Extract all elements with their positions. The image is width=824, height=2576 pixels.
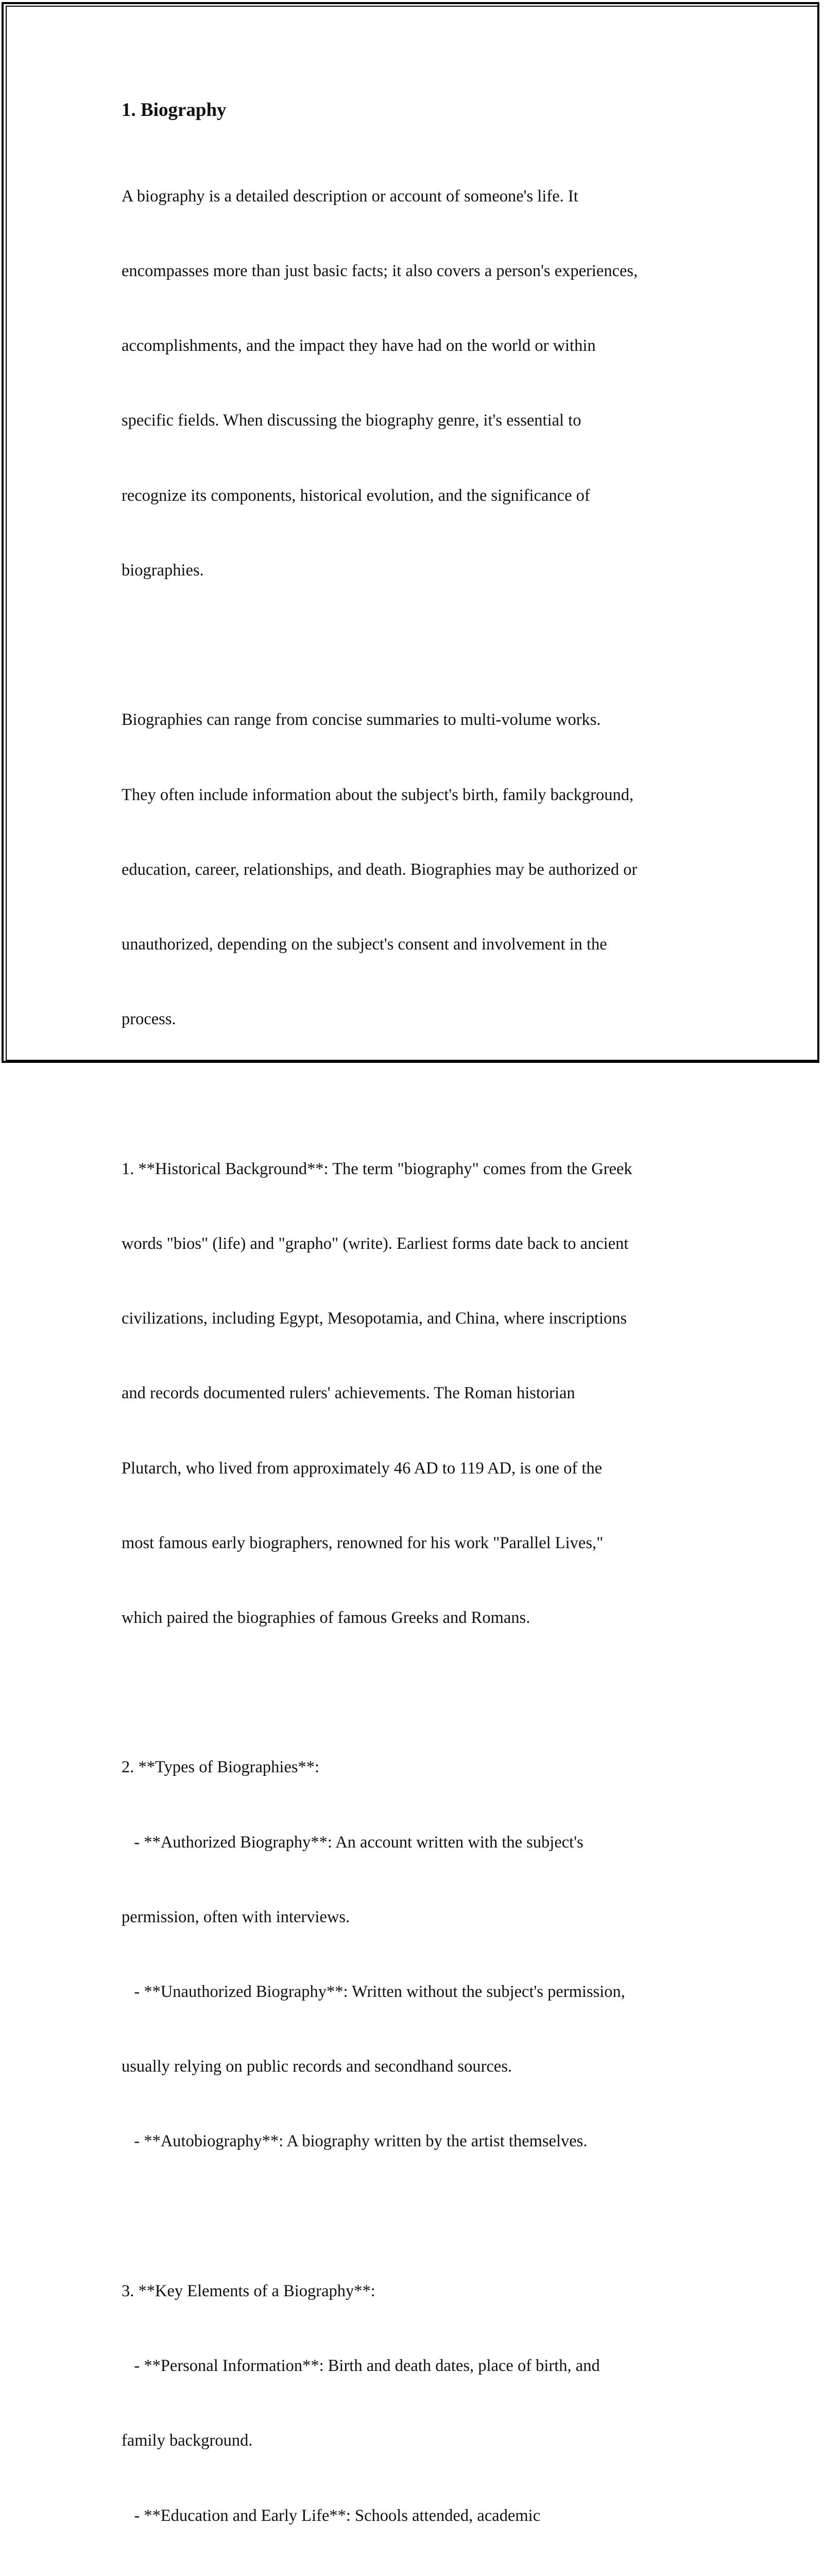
text-line: accomplishments, and the impact they have had on the world or within	[122, 336, 596, 355]
section-heading: 1. Biography	[122, 99, 227, 121]
text-line: - **Authorized Biography**: An account written with the subject's	[122, 1833, 583, 1852]
text-line: unauthorized, depending on the subject's consent and involvement in the	[122, 935, 607, 954]
text-line: Plutarch, who lived from approximately 46 AD to 119 AD, is one of the	[122, 1459, 603, 1478]
text-line: biographies.	[122, 561, 204, 580]
text-line: encompasses more than just basic facts; it also covers a person's experiences,	[122, 262, 638, 281]
text-line: civilizations, including Egypt, Mesopotamia, and China, where inscriptions	[122, 1309, 627, 1328]
text-line: - **Education and Early Life**: Schools attended, academic	[122, 2506, 541, 2525]
text-line: education, career, relationships, and death. Biographies may be authorized or	[122, 860, 638, 879]
text-line: permission, often with interviews.	[122, 1907, 350, 1926]
text-line: Biographies can range from concise summaries to multi-volume works.	[122, 710, 601, 730]
text-line: family background.	[122, 2431, 253, 2450]
intro-paragraph	[122, 134, 714, 633]
paragraph-gap	[122, 2204, 714, 2229]
text-line: 3. **Key Elements of a Biography**:	[122, 2281, 375, 2300]
paragraph-gap	[122, 1081, 714, 1106]
text-line: 1. **Historical Background**: The term "biography" comes from the Greek	[122, 1159, 632, 1178]
text-line: process.	[122, 1010, 176, 1029]
text-line: recognize its components, historical evolution, and the significance of	[122, 486, 590, 505]
range-paragraph	[122, 658, 714, 1082]
text-line: most famous early biographers, renowned for his work "Parallel Lives,"	[122, 1533, 604, 1552]
text-line: specific fields. When discussing the biography genre, it's essential to	[122, 411, 581, 430]
text-line: - **Unauthorized Biography**: Written without the subject's permission,	[122, 1982, 625, 2002]
text-line: words "bios" (life) and "grapho" (write). Earliest forms date back to ancient	[122, 1234, 629, 1253]
text-line: A biography is a detailed description or account of someone's life. It	[122, 187, 578, 206]
text-line: They often include information about the subject's birth, family background,	[122, 785, 634, 804]
text-line: usually relying on public records and secondhand sources.	[122, 2057, 512, 2076]
text-line: and records documented rulers' achievements. The Roman historian	[122, 1384, 575, 1403]
text-line: which paired the biographies of famous Greeks and Romans.	[122, 1608, 530, 1627]
text-line: - **Autobiography**: A biography written by the artist themselves.	[122, 2132, 588, 2151]
elements-paragraph	[122, 2229, 714, 2576]
history-paragraph	[122, 1107, 714, 1680]
document-body	[122, 97, 714, 2576]
paragraph-gap	[122, 1680, 714, 1705]
types-paragraph	[122, 1705, 714, 2204]
text-line: - **Personal Information**: Birth and death dates, place of birth, and	[122, 2357, 600, 2376]
paragraph-gap	[122, 633, 714, 657]
text-line: 2. **Types of Biographies**:	[122, 1758, 320, 1777]
